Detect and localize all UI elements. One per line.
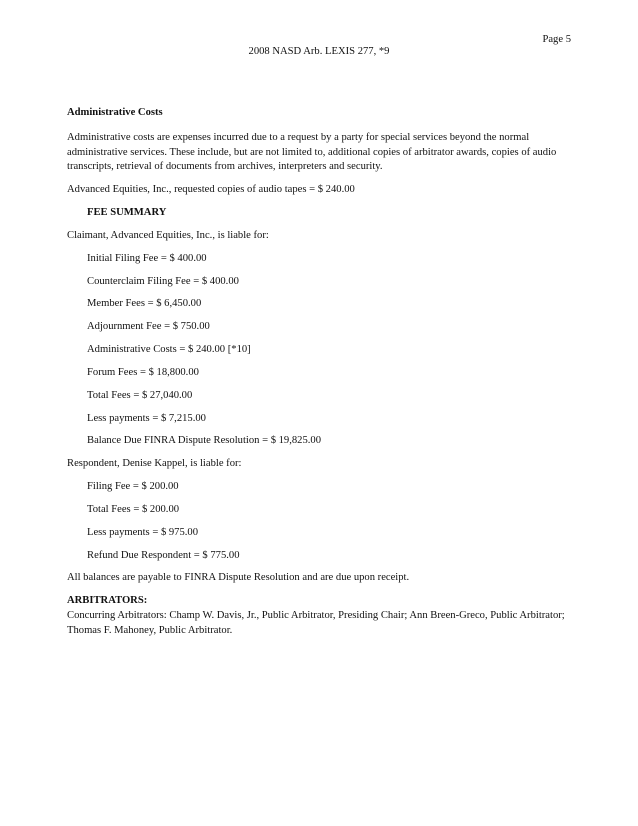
- arbitrators-text: Concurring Arbitrators: Champ W. Davis, Jr., Public Arbitrator, Presiding Chair; Ann Breen-Greco, Public Arbitrator; Thomas F. Mahoney, Public Arbitrator.: [67, 610, 565, 636]
- audio-tapes-line: Advanced Equities, Inc., requested copies of audio tapes = $ 240.00: [67, 184, 355, 196]
- page-citation: 2008 NASD Arb. LEXIS 277, *9: [248, 46, 390, 57]
- claimant-fee-forum: Forum Fees = $ 18,800.00: [87, 366, 199, 378]
- respondent-fee-total: Total Fees = $ 200.00: [87, 503, 180, 515]
- respondent-fee-filing: Filing Fee = $ 200.00: [87, 481, 179, 493]
- claimant-fee-adjournment: Adjournment Fee = $ 750.00: [87, 321, 210, 333]
- claimant-fee-initial-filing: Initial Filing Fee = $ 400.00: [87, 252, 207, 264]
- admin-costs-paragraph: Administrative costs are expenses incurred due to a request by a party for special services beyond the normal administrative services. These include, but are not limited to, additional copies of arbitrator awards, copies of audio transcripts, retrieval of documents from archives, interpreters and security.: [67, 131, 557, 173]
- claimant-fee-member: Member Fees = $ 6,450.00: [87, 298, 202, 310]
- claimant-intro: Claimant, Advanced Equities, Inc., is liable for:: [67, 229, 269, 241]
- claimant-fee-less-payments: Less payments = $ 7,215.00: [87, 412, 206, 424]
- respondent-fee-refund-due: Refund Due Respondent = $ 775.00: [87, 549, 240, 561]
- admin-costs-heading: Administrative Costs: [67, 107, 163, 118]
- respondent-intro: Respondent, Denise Kappel, is liable for:: [67, 458, 242, 470]
- claimant-fee-balance-due: Balance Due FINRA Dispute Resolution = $ 19,825.00: [87, 435, 322, 447]
- claimant-fee-total: Total Fees = $ 27,040.00: [87, 389, 193, 401]
- respondent-fee-less-payments: Less payments = $ 975.00: [87, 526, 199, 538]
- page-number: Page 5: [542, 34, 571, 45]
- fee-summary-heading: FEE SUMMARY: [87, 207, 167, 219]
- arbitrators-heading: ARBITRATORS:: [67, 595, 148, 607]
- balances-closing: All balances are payable to FINRA Dispute Resolution and are due upon receipt.: [67, 572, 410, 584]
- claimant-fee-counterclaim-filing: Counterclaim Filing Fee = $ 400.00: [87, 275, 239, 287]
- claimant-fee-administrative: Administrative Costs = $ 240.00 [*10]: [87, 344, 251, 356]
- document-body: [67, 106, 572, 639]
